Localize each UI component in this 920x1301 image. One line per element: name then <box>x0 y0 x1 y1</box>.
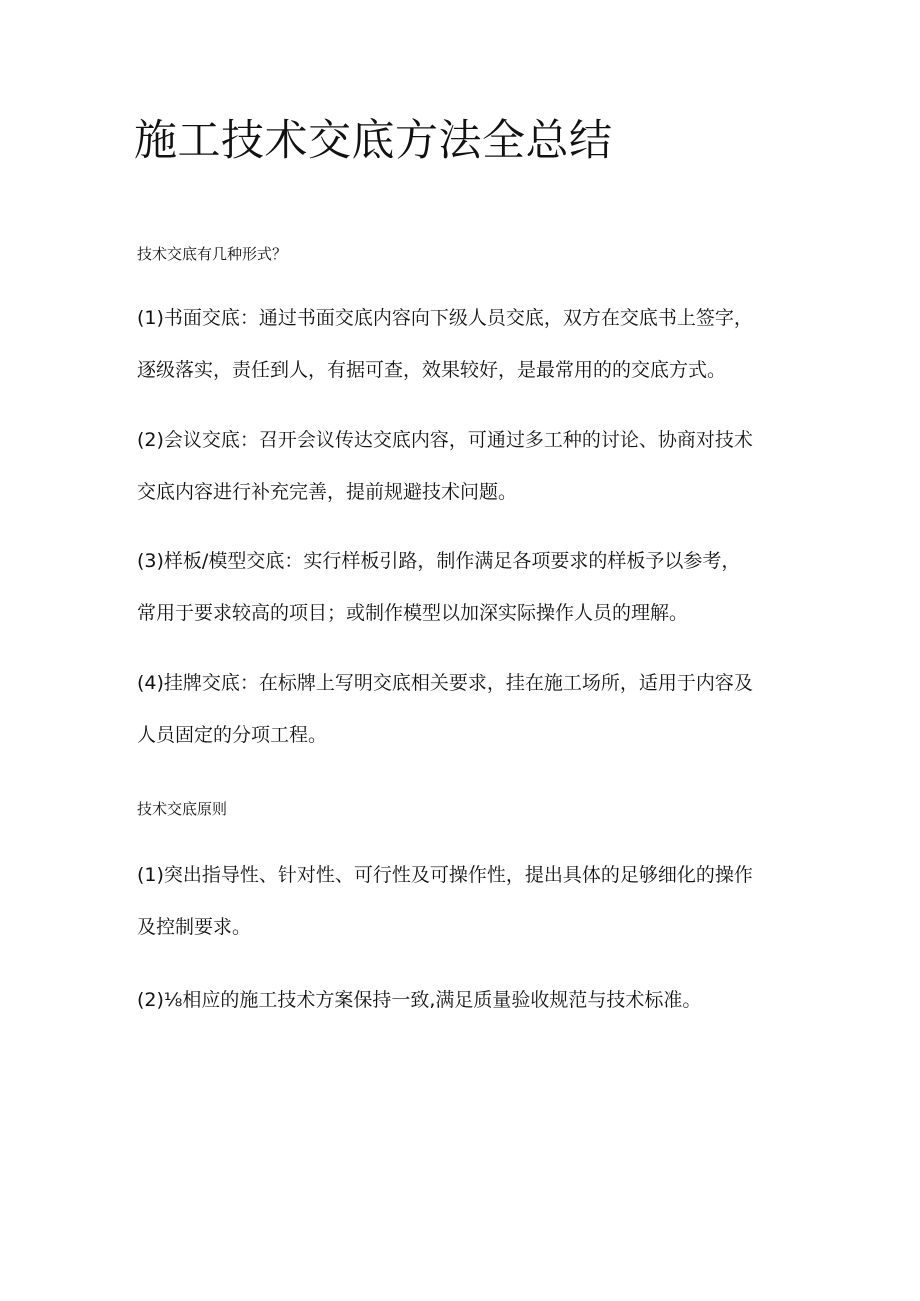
paragraph-line: (4)挂牌交底：在标牌上写明交底相关要求，挂在施工场所，适用于内容及 <box>137 672 753 694</box>
section-heading-principles: 技术交底原则 <box>137 800 228 818</box>
paragraph-line: (2)会议交底：召开会议传达交底内容，可通过多工种的讨论、协商对技术 <box>137 429 753 451</box>
paragraph-form-3 <box>137 535 797 639</box>
document-title: 施工技术交底方法全总结 <box>134 116 613 166</box>
paragraph-form-4 <box>137 657 797 761</box>
paragraph-line: 及控制要求。 <box>137 916 252 938</box>
paragraph-form-2 <box>137 414 797 518</box>
paragraph-line: (1)突出指导性、针对性、可行性及可操作性，提出具体的足够细化的操作 <box>137 864 753 886</box>
paragraph-form-1 <box>137 292 797 396</box>
paragraph-line: 人员固定的分项工程。 <box>137 724 328 746</box>
paragraph-principle-1 <box>137 849 797 953</box>
paragraph-line: (1)书面交底：通过书面交底内容向下级人员交底，双方在交底书上签字， <box>137 307 753 329</box>
paragraph-line: 常用于要求较高的项目；或制作模型以加深实际操作人员的理解。 <box>137 602 689 624</box>
section-heading-forms: 技术交底有几种形式？ <box>137 245 288 263</box>
paragraph-line: 交底内容进行补充完善，提前规避技术问题。 <box>137 481 518 503</box>
paragraph-line: (3)样板/模型交底：实行样板引路，制作满足各项要求的样板予以参考， <box>137 550 741 572</box>
paragraph-principle-2 <box>137 974 797 1026</box>
paragraph-line: 逐级落实，责任到人，有据可查，效果较好，是最常用的的交底方式。 <box>137 359 727 381</box>
paragraph-line: (2)⅛相应的施工技术方案保持一致,满足质量验收规范与技术标准。 <box>137 989 702 1011</box>
